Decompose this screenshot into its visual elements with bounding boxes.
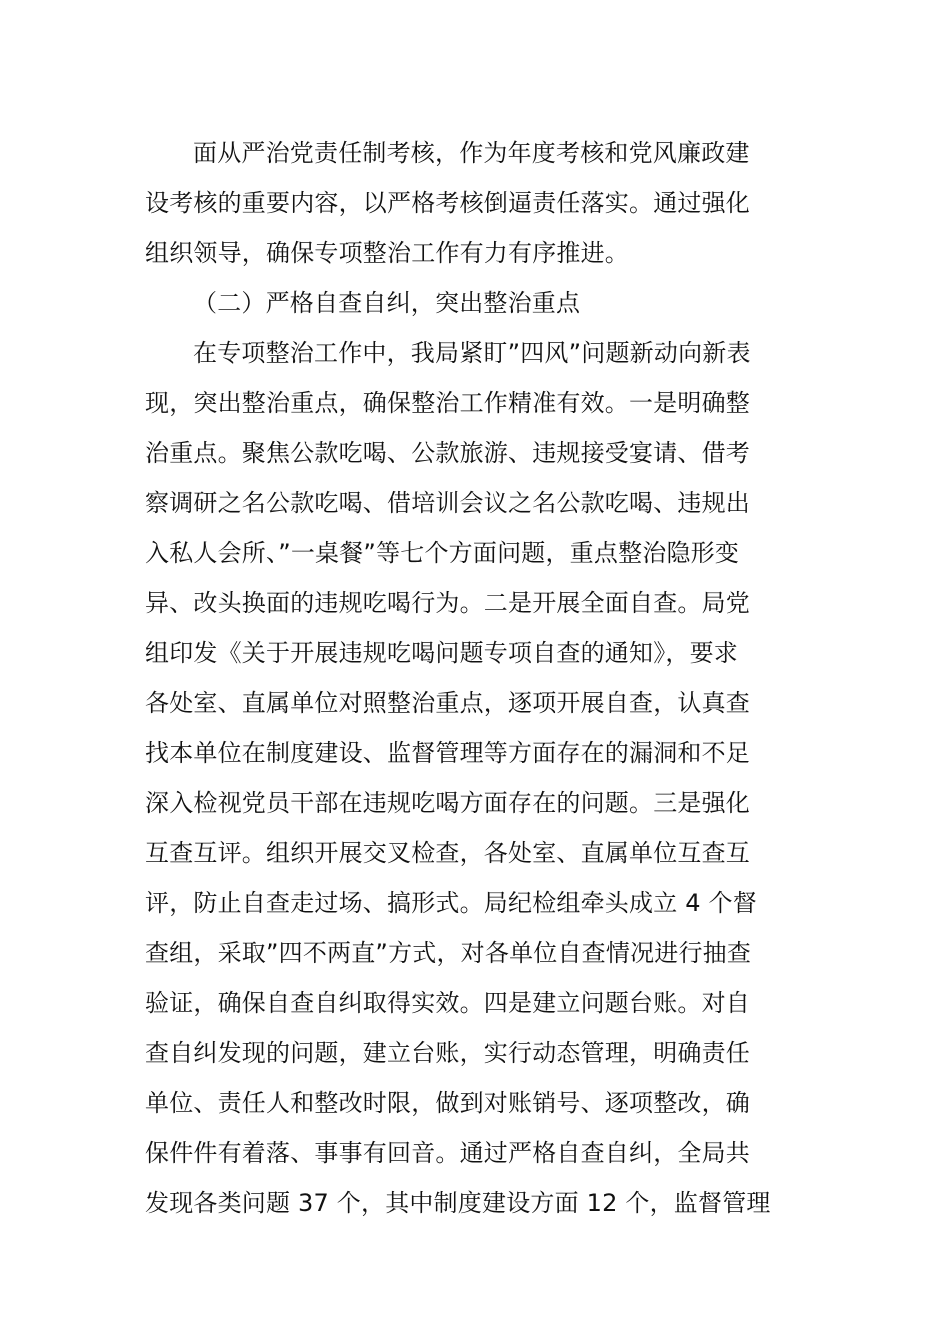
text-line: 察调研之名公款吃喝、借培训会议之名公款吃喝、违规出	[145, 489, 750, 517]
text-line: 各处室、直属单位对照整治重点，逐项开展自查，认真查	[145, 689, 750, 717]
text-line: 查组，采取”四不两直”方式，对各单位自查情况进行抽查	[145, 939, 752, 967]
text-line: 验证，确保自查自纠取得实效。四是建立问题台账。对自	[145, 989, 750, 1017]
text-line: 入私人会所、”一桌餐”等七个方面问题，重点整治隐形变	[145, 539, 740, 567]
text-line: 单位、责任人和整改时限，做到对账销号、逐项整改，确	[145, 1089, 750, 1117]
text-line: 设考核的重要内容，以严格考核倒逼责任落实。通过强化	[145, 189, 750, 217]
text-line: 互查互评。组织开展交叉检查，各处室、直属单位互查互	[145, 839, 750, 867]
text-line: 治重点。聚焦公款吃喝、公款旅游、违规接受宴请、借考	[145, 439, 750, 467]
section-heading: （二）严格自查自纠，突出整治重点	[193, 289, 581, 317]
text-line: 深入检视党员干部在违规吃喝方面存在的问题。三是强化	[145, 789, 750, 817]
text-line: 评，防止自查走过场、搞形式。局纪检组牵头成立 4 个督	[145, 889, 757, 917]
body-text	[145, 128, 810, 1228]
text-line: 在专项整治工作中，我局紧盯”四风”问题新动向新表	[193, 339, 751, 367]
text-line: 面从严治党责任制考核，作为年度考核和党风廉政建	[193, 139, 750, 167]
text-line: 发现各类问题 37 个，其中制度建设方面 12 个，监督管理	[145, 1189, 771, 1217]
text-line: 保件件有着落、事事有回音。通过严格自查自纠，全局共	[145, 1139, 750, 1167]
text-line: 现，突出整治重点，确保整治工作精准有效。一是明确整	[145, 389, 750, 417]
text-line: 组印发《关于开展违规吃喝问题专项自查的通知》，要求	[145, 639, 738, 667]
text-line: 找本单位在制度建设、监督管理等方面存在的漏洞和不足	[145, 739, 750, 767]
text-line: 组织领导，确保专项整治工作有力有序推进。	[145, 239, 629, 267]
text-line: 异、改头换面的违规吃喝行为。二是开展全面自查。局党	[145, 589, 750, 617]
text-line: 查自纠发现的问题，建立台账，实行动态管理，明确责任	[145, 1039, 750, 1067]
